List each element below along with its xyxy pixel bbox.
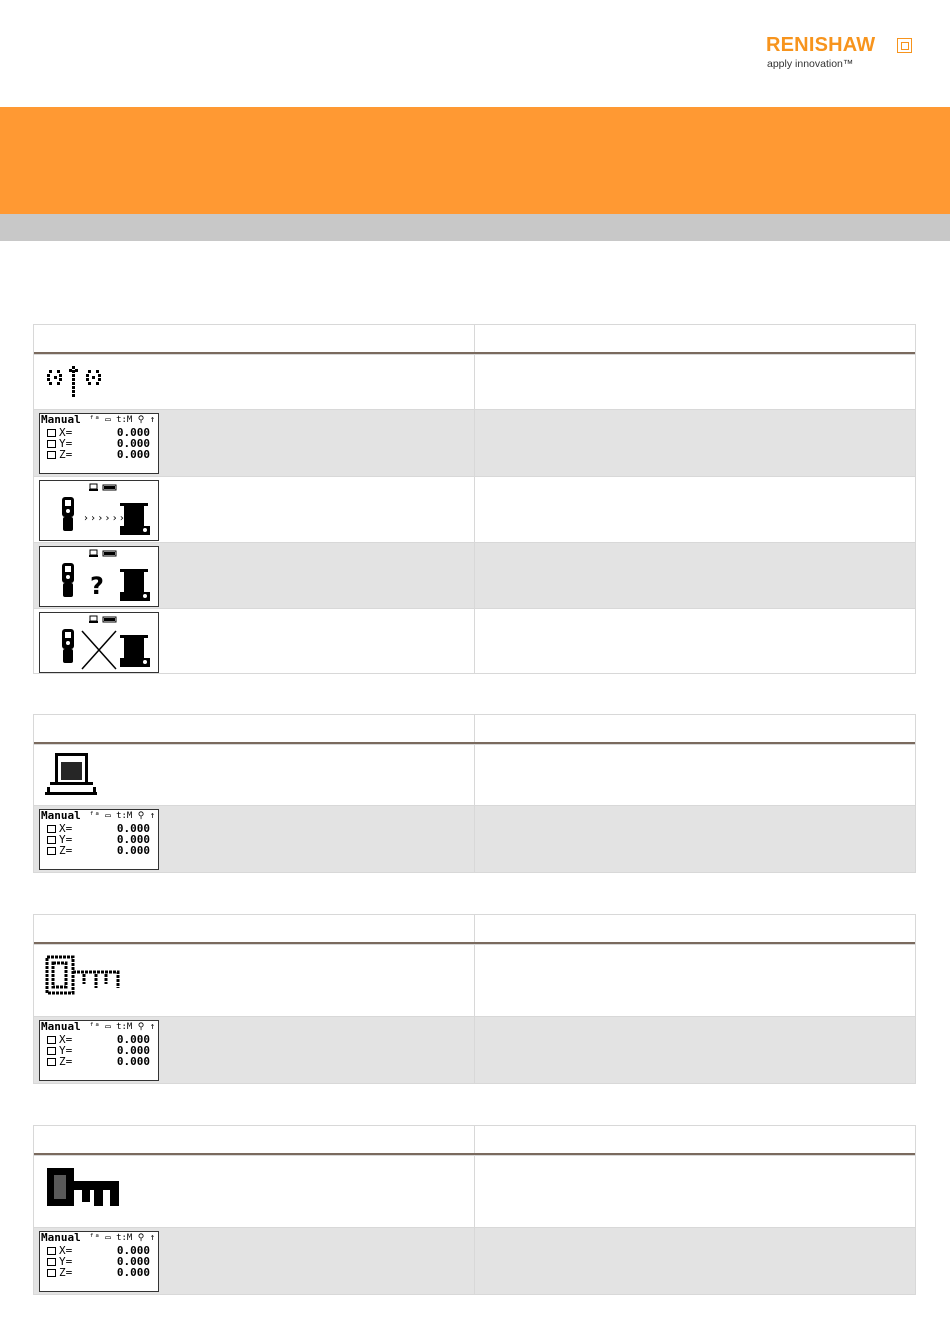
key-solid-status-table [33, 1125, 916, 1295]
lcd-axis-x: X= [47, 823, 72, 834]
table-row [34, 744, 915, 805]
computer-icon [44, 752, 100, 800]
renishaw-logo [766, 34, 916, 74]
lcd-value-x: 0.000 [116, 426, 150, 439]
lock-icon [47, 451, 56, 459]
lcd-value-y: 0.000 [116, 437, 150, 450]
lcd-value-y: 0.000 [116, 833, 150, 846]
lock-icon [47, 1036, 56, 1044]
lcd-screen [39, 1231, 159, 1292]
lcd-value-z: 0.000 [116, 844, 150, 857]
lock-icon [47, 825, 56, 833]
handset-to-controller-signal-icon [40, 481, 158, 540]
lcd-value-z: 0.000 [116, 1266, 150, 1279]
lock-icon [47, 1247, 56, 1255]
lcd-axis-y: Y= [47, 834, 72, 845]
comm-screen-connected [39, 480, 159, 541]
header-banner [0, 107, 950, 214]
table-row [34, 542, 915, 608]
lcd-screen [39, 413, 159, 474]
lock-icon [47, 1258, 56, 1266]
key-solid-icon [44, 1165, 124, 1209]
header-subbar [0, 214, 950, 241]
lock-icon [47, 440, 56, 448]
lock-icon [47, 847, 56, 855]
lcd-axis-x: X= [47, 427, 72, 438]
key-outline-status-table [33, 914, 916, 1084]
table-row [34, 1227, 915, 1294]
svg-text:› › › › › ›: › › › › › › [84, 513, 124, 524]
lcd-mode: Manual [41, 1231, 81, 1244]
handset-controller-unknown-icon [40, 547, 158, 606]
table-row [34, 1155, 915, 1227]
lcd-value-y: 0.000 [116, 1044, 150, 1057]
table-row [34, 1016, 915, 1083]
lcd-value-x: 0.000 [116, 1033, 150, 1046]
table-row [34, 409, 915, 476]
lcd-mode: Manual [41, 413, 81, 426]
table-header [34, 325, 915, 354]
lock-icon [47, 836, 56, 844]
lcd-axis-z: Z= [47, 845, 72, 856]
logo-wordmark: RENISHAW [766, 34, 876, 56]
lcd-axis-z: Z= [47, 1056, 72, 1067]
lcd-value-y: 0.000 [116, 1255, 150, 1268]
lcd-axis-z: Z= [47, 449, 72, 460]
key-outline-icon [44, 954, 124, 998]
handset-controller-no-connection-icon [40, 613, 158, 672]
lcd-value-x: 0.000 [116, 822, 150, 835]
lcd-mode: Manual [41, 1020, 81, 1033]
table-header [34, 1126, 915, 1155]
table-header [34, 915, 915, 944]
lcd-screen [39, 809, 159, 870]
lock-icon [47, 1058, 56, 1066]
table-row [34, 608, 915, 673]
lcd-status-icons: ᶠᵃ ▭ t:M ⚲ ↑ [89, 1022, 156, 1032]
logo-mark-icon [897, 38, 912, 53]
lcd-axis-y: Y= [47, 1256, 72, 1267]
lcd-axis-y: Y= [47, 1045, 72, 1056]
radio-antenna-icon [44, 364, 108, 400]
lcd-value-z: 0.000 [116, 448, 150, 461]
lcd-axis-z: Z= [47, 1267, 72, 1278]
cable-status-table [33, 714, 916, 873]
lock-icon [47, 429, 56, 437]
table-row [34, 944, 915, 1016]
lcd-status-icons: ᶠᵃ ▭ t:M ⚲ ↑ [89, 811, 156, 821]
svg-text:?: ? [90, 572, 104, 600]
lcd-status-icons: ᶠᵃ ▭ t:M ⚲ ↑ [89, 1233, 156, 1243]
lock-icon [47, 1047, 56, 1055]
table-header [34, 715, 915, 744]
lcd-axis-x: X= [47, 1245, 72, 1256]
lcd-mode: Manual [41, 809, 81, 822]
lcd-value-x: 0.000 [116, 1244, 150, 1257]
table-row [34, 476, 915, 542]
lcd-axis-x: X= [47, 1034, 72, 1045]
lcd-value-z: 0.000 [116, 1055, 150, 1068]
comm-screen-searching [39, 546, 159, 607]
logo-tagline: apply innovation™ [767, 58, 854, 70]
comm-screen-failed [39, 612, 159, 673]
lcd-status-icons: ᶠᵃ ▭ t:M ⚲ ↑ [89, 415, 156, 425]
lcd-screen [39, 1020, 159, 1081]
table-row [34, 805, 915, 872]
lock-icon [47, 1269, 56, 1277]
table-row [34, 354, 915, 409]
radio-status-table [33, 324, 916, 674]
lcd-axis-y: Y= [47, 438, 72, 449]
